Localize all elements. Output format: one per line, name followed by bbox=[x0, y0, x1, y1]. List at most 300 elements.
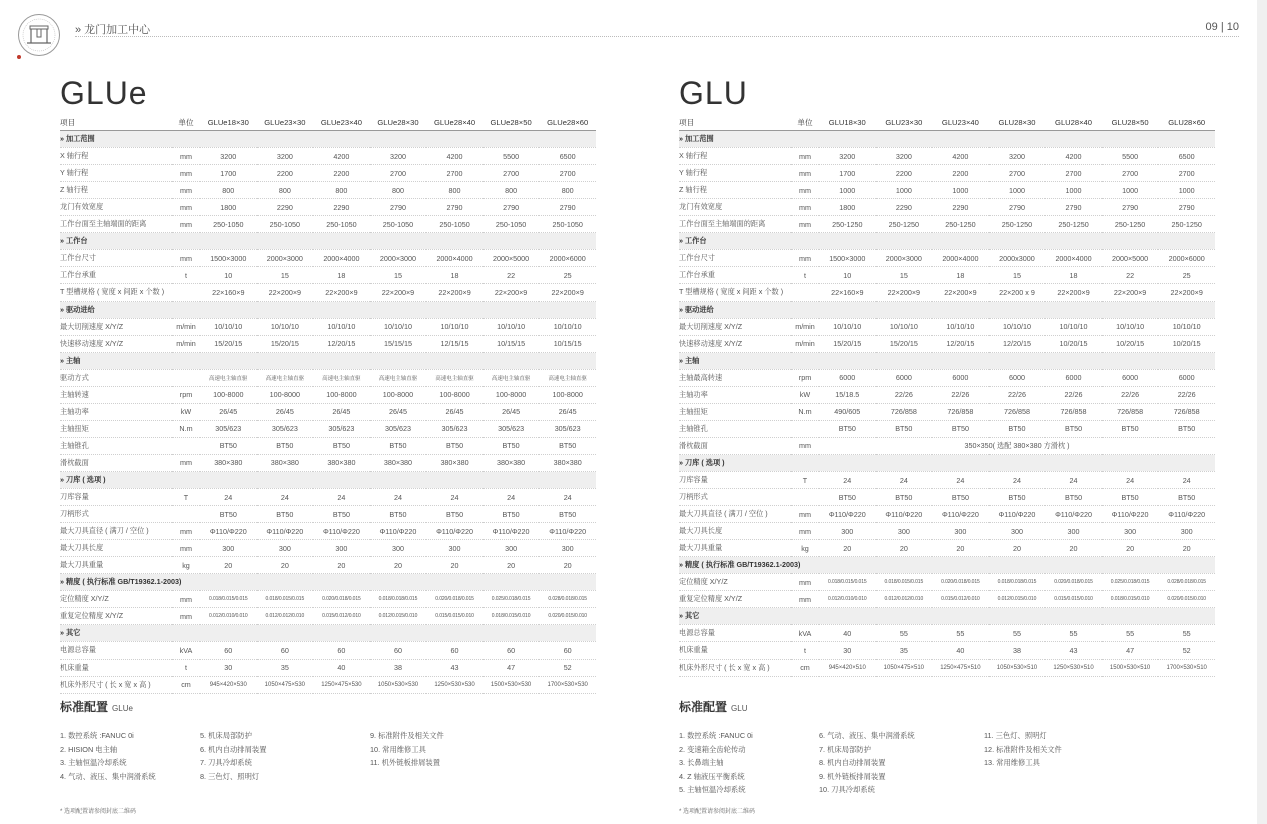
value-cell: Φ110/Φ220 bbox=[1102, 506, 1159, 523]
value-cell: 0.012/0.010/0.010 bbox=[819, 591, 876, 608]
value-cell: 60 bbox=[257, 642, 314, 659]
config-column bbox=[200, 729, 370, 783]
row-unit: m/min bbox=[791, 318, 819, 335]
config-column bbox=[370, 729, 530, 783]
value-cell: 100-8000 bbox=[426, 386, 483, 403]
value-cell: 4200 bbox=[313, 148, 370, 165]
value-cell: 15 bbox=[876, 267, 933, 284]
value-cell: BT50 bbox=[426, 506, 483, 523]
value-cell: 300 bbox=[932, 523, 989, 540]
config-item: 6. 机内自动排屑装置 bbox=[200, 744, 267, 754]
table-row bbox=[60, 437, 596, 454]
value-cell: 0.020/0.015/0.010 bbox=[1158, 591, 1215, 608]
value-cell: 40 bbox=[932, 642, 989, 659]
value-cell: 726/858 bbox=[1102, 403, 1159, 420]
row-label: 主轴锥孔 bbox=[679, 420, 791, 437]
value-cell: 0.020/0.018/0.015 bbox=[426, 591, 483, 608]
value-cell: 26/45 bbox=[200, 403, 257, 420]
row-unit: mm bbox=[791, 148, 819, 165]
value-cell: 15/20/15 bbox=[200, 335, 257, 352]
value-cell: 1700 bbox=[819, 165, 876, 182]
value-cell: 高速电主轴直驱 bbox=[539, 369, 596, 386]
value-cell: 2790 bbox=[1102, 199, 1159, 216]
section-row bbox=[60, 233, 596, 250]
table-row bbox=[679, 182, 1215, 199]
value-cell: 6000 bbox=[1102, 369, 1159, 386]
table-row bbox=[679, 284, 1215, 301]
section-heading: » 加工范围 bbox=[679, 131, 1215, 148]
row-unit: T bbox=[172, 489, 200, 506]
spec-table bbox=[60, 114, 596, 694]
column-header: 项目 bbox=[60, 114, 172, 131]
value-cell: 2790 bbox=[1045, 199, 1102, 216]
config-column bbox=[984, 729, 1144, 797]
value-cell: 20 bbox=[989, 540, 1046, 557]
value-cell: 10/10/10 bbox=[539, 318, 596, 335]
value-cell: 250-1250 bbox=[1158, 216, 1215, 233]
value-cell: 4200 bbox=[932, 148, 989, 165]
value-cell: 15 bbox=[370, 267, 427, 284]
value-cell: 0.018/0.015/0.015 bbox=[257, 591, 314, 608]
value-cell: 1250×475×510 bbox=[932, 659, 989, 676]
row-label: 机床重量 bbox=[679, 642, 791, 659]
column-header: 单位 bbox=[172, 114, 200, 131]
value-cell: 800 bbox=[257, 182, 314, 199]
section-row bbox=[679, 301, 1215, 318]
value-cell: 20 bbox=[1045, 540, 1102, 557]
value-cell: BT50 bbox=[932, 420, 989, 437]
value-cell: 20 bbox=[257, 557, 314, 574]
value-cell: 10 bbox=[200, 267, 257, 284]
value-cell: 35 bbox=[257, 659, 314, 676]
value-cell: 10/20/15 bbox=[1045, 335, 1102, 352]
table-row bbox=[60, 659, 596, 676]
section-heading: » 刀库 ( 选项 ) bbox=[60, 471, 596, 488]
value-cell: 0.020/0.018/0.015 bbox=[313, 591, 370, 608]
config-item: 1. 数控系统 :FANUC 0i bbox=[679, 731, 753, 740]
value-cell: 6000 bbox=[1045, 369, 1102, 386]
column-header: GLUe28×30 bbox=[370, 114, 427, 131]
row-label: 刀库容量 bbox=[679, 471, 791, 488]
value-cell: 22/26 bbox=[1045, 386, 1102, 403]
row-unit: mm bbox=[791, 250, 819, 267]
value-cell: 1050×530×510 bbox=[989, 659, 1046, 676]
config-item: 8. 三色灯、照明灯 bbox=[200, 771, 260, 781]
row-unit: mm bbox=[791, 437, 819, 454]
value-cell: 60 bbox=[370, 642, 427, 659]
value-cell: 0.020/0.015/0.010 bbox=[539, 608, 596, 625]
value-cell: 22×200×9 bbox=[876, 284, 933, 301]
table-row bbox=[60, 335, 596, 352]
section-heading: » 其它 bbox=[60, 625, 596, 642]
row-unit: N.m bbox=[791, 403, 819, 420]
row-label: 最大刀具长度 bbox=[60, 540, 172, 557]
value-cell: 60 bbox=[539, 642, 596, 659]
value-cell: 2000×5000 bbox=[1102, 250, 1159, 267]
value-cell: 1000 bbox=[989, 182, 1046, 199]
value-cell: 55 bbox=[1158, 625, 1215, 642]
value-cell: BT50 bbox=[819, 420, 876, 437]
table-row bbox=[679, 471, 1215, 488]
row-label: 重复定位精度 X/Y/Z bbox=[679, 591, 791, 608]
spec-panel-glu bbox=[679, 75, 1215, 677]
value-cell: 高速电主轴直驱 bbox=[313, 369, 370, 386]
value-cell: 1050×475×510 bbox=[876, 659, 933, 676]
table-row bbox=[60, 454, 596, 471]
row-label: 机床重量 bbox=[60, 659, 172, 676]
value-cell: 26/45 bbox=[257, 403, 314, 420]
value-cell: 0.018/0.015/0.010 bbox=[483, 608, 540, 625]
value-cell: BT50 bbox=[257, 437, 314, 454]
section-row bbox=[679, 608, 1215, 625]
footnote: * 选项配置请参阅封底二维码 bbox=[60, 809, 137, 815]
value-cell: 300 bbox=[200, 540, 257, 557]
row-unit: t bbox=[791, 642, 819, 659]
value-cell: 24 bbox=[370, 489, 427, 506]
value-cell: Φ110/Φ220 bbox=[876, 506, 933, 523]
value-cell: 100-8000 bbox=[539, 386, 596, 403]
value-cell: 55 bbox=[1102, 625, 1159, 642]
value-cell: 18 bbox=[426, 267, 483, 284]
table-row bbox=[679, 523, 1215, 540]
row-label: 龙门有效宽度 bbox=[679, 199, 791, 216]
value-cell: 2200 bbox=[876, 165, 933, 182]
row-unit: m/min bbox=[172, 318, 200, 335]
value-cell: 20 bbox=[313, 557, 370, 574]
config-item: 7. 刀具冷却系统 bbox=[200, 758, 252, 767]
value-cell: 1250×530×510 bbox=[1045, 659, 1102, 676]
row-label: 滑枕截面 bbox=[60, 454, 172, 471]
config-item: 4. 气动、液压、集中润滑系统 bbox=[60, 771, 156, 781]
value-cell: 10/10/10 bbox=[989, 318, 1046, 335]
value-cell: 38 bbox=[370, 659, 427, 676]
row-unit: kg bbox=[791, 540, 819, 557]
value-cell: 47 bbox=[483, 659, 540, 676]
value-cell: 6000 bbox=[1158, 369, 1215, 386]
value-cell: 60 bbox=[426, 642, 483, 659]
value-cell: 15 bbox=[257, 267, 314, 284]
row-unit: kW bbox=[172, 403, 200, 420]
value-cell: 24 bbox=[1102, 471, 1159, 488]
value-cell: 55 bbox=[876, 625, 933, 642]
value-cell: 5500 bbox=[483, 148, 540, 165]
column-header: GLUe28×50 bbox=[483, 114, 540, 131]
value-cell: 800 bbox=[426, 182, 483, 199]
value-cell: 2000×3000 bbox=[257, 250, 314, 267]
value-cell: 12/20/15 bbox=[989, 335, 1046, 352]
value-cell: 945×420×510 bbox=[819, 659, 876, 676]
value-cell: Φ110/Φ220 bbox=[426, 523, 483, 540]
value-cell: 26/45 bbox=[483, 403, 540, 420]
value-cell: 18 bbox=[1045, 267, 1102, 284]
row-unit: mm bbox=[791, 165, 819, 182]
row-label: 工作台承重 bbox=[679, 267, 791, 284]
standard-config-title: 标准配置 GLUe bbox=[60, 700, 133, 714]
value-cell: Φ110/Φ220 bbox=[989, 506, 1046, 523]
value-cell: 20 bbox=[200, 557, 257, 574]
value-cell: 1700×530×530 bbox=[539, 676, 596, 693]
config-item: 6. 气动、液压、集中润滑系统 bbox=[819, 731, 915, 740]
value-cell: 22×200 x 9 bbox=[989, 284, 1046, 301]
row-label: 电源总容量 bbox=[60, 642, 172, 659]
table-row bbox=[60, 250, 596, 267]
value-cell: BT50 bbox=[483, 506, 540, 523]
value-cell: 10/10/10 bbox=[1102, 318, 1159, 335]
value-cell: 55 bbox=[932, 625, 989, 642]
value-cell: 22×200×9 bbox=[1045, 284, 1102, 301]
value-cell: 300 bbox=[1102, 523, 1159, 540]
config-column bbox=[819, 729, 984, 797]
table-row bbox=[679, 165, 1215, 182]
row-label: 电源总容量 bbox=[679, 625, 791, 642]
value-cell: 26/45 bbox=[426, 403, 483, 420]
row-unit: mm bbox=[172, 250, 200, 267]
value-cell: 12/15/15 bbox=[426, 335, 483, 352]
row-label: 机床外形尺寸 ( 长 x 宽 x 高 ) bbox=[679, 659, 791, 676]
config-item: 2. HISION 电主轴 bbox=[60, 744, 118, 754]
config-item: 4. Z 轴液压平衡系统 bbox=[679, 771, 745, 781]
value-cell: 24 bbox=[1158, 471, 1215, 488]
value-cell: 2200 bbox=[932, 165, 989, 182]
row-label: 主轴扭矩 bbox=[60, 420, 172, 437]
value-cell: 26/45 bbox=[313, 403, 370, 420]
value-cell: BT50 bbox=[370, 506, 427, 523]
value-cell: Φ110/Φ220 bbox=[370, 523, 427, 540]
row-label: 主轴转速 bbox=[60, 386, 172, 403]
value-cell: 20 bbox=[819, 540, 876, 557]
row-label: Y 轴行程 bbox=[679, 165, 791, 182]
value-cell: 3200 bbox=[989, 148, 1046, 165]
value-cell: Φ110/Φ220 bbox=[313, 523, 370, 540]
section-heading: » 精度 ( 执行标准 GB/T19362.1-2003) bbox=[679, 557, 1215, 574]
value-cell: 250-1050 bbox=[257, 216, 314, 233]
config-column bbox=[679, 729, 819, 797]
standard-config-list bbox=[60, 729, 530, 783]
value-cell: 2290 bbox=[313, 199, 370, 216]
config-item: 9. 机外链板排屑装置 bbox=[819, 771, 886, 781]
row-unit: kVA bbox=[791, 625, 819, 642]
row-label: 主轴功率 bbox=[60, 403, 172, 420]
table-row bbox=[60, 369, 596, 386]
value-cell: 0.025/0.018/0.015 bbox=[483, 591, 540, 608]
gantry-machine-icon bbox=[19, 15, 59, 55]
section-heading: » 工作台 bbox=[60, 233, 596, 250]
value-cell: 300 bbox=[370, 540, 427, 557]
value-cell: 945×420×530 bbox=[200, 676, 257, 693]
value-cell: BT50 bbox=[989, 420, 1046, 437]
column-header: 单位 bbox=[791, 114, 819, 131]
row-unit: kVA bbox=[172, 642, 200, 659]
value-cell: Φ110/Φ220 bbox=[200, 523, 257, 540]
section-row bbox=[679, 131, 1215, 148]
section-row bbox=[60, 625, 596, 642]
row-unit: mm bbox=[791, 199, 819, 216]
value-cell: 10/10/10 bbox=[313, 318, 370, 335]
value-cell: 22×200×9 bbox=[539, 284, 596, 301]
accent-dot bbox=[17, 55, 21, 59]
value-cell: 250-1250 bbox=[989, 216, 1046, 233]
value-cell: 24 bbox=[876, 471, 933, 488]
value-cell: 1050×475×530 bbox=[257, 676, 314, 693]
value-cell: 0.018/0.015/0.015 bbox=[200, 591, 257, 608]
value-cell: 2290 bbox=[876, 199, 933, 216]
value-cell: 55 bbox=[1045, 625, 1102, 642]
value-cell: 6000 bbox=[932, 369, 989, 386]
row-label: 龙门有效宽度 bbox=[60, 199, 172, 216]
value-cell: 15/20/15 bbox=[876, 335, 933, 352]
value-cell: 24 bbox=[932, 471, 989, 488]
table-row bbox=[679, 199, 1215, 216]
row-label: 快速移动速度 X/Y/Z bbox=[60, 335, 172, 352]
value-cell: BT50 bbox=[1158, 420, 1215, 437]
value-cell: 726/858 bbox=[876, 403, 933, 420]
model-title: GLUe bbox=[60, 75, 148, 111]
value-cell: 6000 bbox=[876, 369, 933, 386]
value-cell: 20 bbox=[932, 540, 989, 557]
value-cell: 3200 bbox=[370, 148, 427, 165]
value-cell: 1800 bbox=[819, 199, 876, 216]
row-label: 最大刀具重量 bbox=[679, 540, 791, 557]
value-cell: BT50 bbox=[819, 489, 876, 506]
value-cell: 2000×5000 bbox=[483, 250, 540, 267]
value-cell: 10/15/15 bbox=[539, 335, 596, 352]
row-unit bbox=[791, 284, 819, 301]
value-cell: 24 bbox=[313, 489, 370, 506]
value-cell: 22×200×9 bbox=[257, 284, 314, 301]
value-cell: 20 bbox=[1102, 540, 1159, 557]
value-cell: 300 bbox=[989, 523, 1046, 540]
value-cell: 100-8000 bbox=[200, 386, 257, 403]
value-cell: 0.020/0.018/0.015 bbox=[1045, 574, 1102, 591]
value-cell: 35 bbox=[876, 642, 933, 659]
value-cell: 22/26 bbox=[1158, 386, 1215, 403]
column-header: GLU28×30 bbox=[989, 114, 1046, 131]
row-unit: mm bbox=[791, 591, 819, 608]
row-unit: mm bbox=[172, 165, 200, 182]
breadcrumb: » 龙门加工中心 bbox=[75, 24, 151, 36]
value-cell: 1500×530×530 bbox=[483, 676, 540, 693]
value-cell: 250-1250 bbox=[1102, 216, 1159, 233]
value-cell: 高速电主轴直驱 bbox=[370, 369, 427, 386]
value-cell: 22/26 bbox=[932, 386, 989, 403]
row-unit: t bbox=[791, 267, 819, 284]
value-cell: 2000×4000 bbox=[932, 250, 989, 267]
value-cell: 15 bbox=[989, 267, 1046, 284]
row-unit: mm bbox=[172, 199, 200, 216]
row-unit bbox=[172, 284, 200, 301]
table-row bbox=[60, 182, 596, 199]
value-cell: 1700 bbox=[200, 165, 257, 182]
value-cell: 24 bbox=[257, 489, 314, 506]
value-cell: 380×380 bbox=[313, 454, 370, 471]
value-cell: 20 bbox=[370, 557, 427, 574]
value-cell: 1500×3000 bbox=[200, 250, 257, 267]
value-cell: 1000 bbox=[932, 182, 989, 199]
table-row bbox=[679, 574, 1215, 591]
value-cell: 15/18.5 bbox=[819, 386, 876, 403]
value-cell: 26/45 bbox=[539, 403, 596, 420]
value-cell: 52 bbox=[1158, 642, 1215, 659]
section-heading: » 驱动进给 bbox=[679, 301, 1215, 318]
value-cell: 305/623 bbox=[313, 420, 370, 437]
value-cell: 38 bbox=[989, 642, 1046, 659]
value-cell: BT50 bbox=[426, 437, 483, 454]
value-cell: 0.018/0.015/0.010 bbox=[1102, 591, 1159, 608]
row-unit bbox=[791, 420, 819, 437]
config-item: 9. 标准附件及相关文件 bbox=[370, 731, 444, 740]
row-label: 最大切削速度 X/Y/Z bbox=[679, 318, 791, 335]
row-unit: N.m bbox=[172, 420, 200, 437]
value-cell: 6000 bbox=[989, 369, 1046, 386]
standard-config-glue bbox=[60, 698, 530, 783]
row-unit: mm bbox=[172, 454, 200, 471]
row-unit: mm bbox=[172, 540, 200, 557]
config-item: 11. 三色灯、照明灯 bbox=[984, 731, 1047, 740]
value-cell: 20 bbox=[483, 557, 540, 574]
value-cell: 3200 bbox=[819, 148, 876, 165]
value-cell: BT50 bbox=[989, 489, 1046, 506]
config-item: 5. 机床局部防护 bbox=[200, 731, 252, 740]
value-cell: 40 bbox=[819, 625, 876, 642]
row-unit: mm bbox=[172, 216, 200, 233]
value-cell: BT50 bbox=[370, 437, 427, 454]
value-cell: Φ110/Φ220 bbox=[483, 523, 540, 540]
value-cell: 380×380 bbox=[370, 454, 427, 471]
row-unit: rpm bbox=[791, 369, 819, 386]
table-header-row bbox=[679, 114, 1215, 131]
value-cell: BT50 bbox=[539, 437, 596, 454]
row-unit: mm bbox=[172, 523, 200, 540]
value-cell: 22×200×9 bbox=[1102, 284, 1159, 301]
value-cell: 15/20/15 bbox=[819, 335, 876, 352]
value-cell: 2000x3000 bbox=[989, 250, 1046, 267]
value-cell: 4200 bbox=[1045, 148, 1102, 165]
table-row bbox=[679, 506, 1215, 523]
value-cell: 22×200×9 bbox=[932, 284, 989, 301]
table-row bbox=[60, 386, 596, 403]
value-cell: 22 bbox=[1102, 267, 1159, 284]
value-cell: 22×200×9 bbox=[313, 284, 370, 301]
value-cell: 10/10/10 bbox=[932, 318, 989, 335]
value-cell: 2000×6000 bbox=[539, 250, 596, 267]
table-row bbox=[679, 642, 1215, 659]
value-cell: 0.012/0.012/0.010 bbox=[876, 591, 933, 608]
value-cell: 3200 bbox=[200, 148, 257, 165]
row-label: 工作台面至主轴端面的距离 bbox=[60, 216, 172, 233]
value-cell: 0.015/0.012/0.010 bbox=[313, 608, 370, 625]
row-unit bbox=[172, 369, 200, 386]
config-item: 10. 常用维修工具 bbox=[370, 744, 426, 754]
value-cell: 20 bbox=[426, 557, 483, 574]
value-cell: 高速电主轴直驱 bbox=[257, 369, 314, 386]
value-cell: 800 bbox=[313, 182, 370, 199]
value-cell: 250-1250 bbox=[932, 216, 989, 233]
value-cell: 250-1250 bbox=[876, 216, 933, 233]
value-cell: 100-8000 bbox=[313, 386, 370, 403]
row-label: 最大刀具直径 ( 满刀 / 空位 ) bbox=[679, 506, 791, 523]
row-label: 快速移动速度 X/Y/Z bbox=[679, 335, 791, 352]
value-cell: 15/15/15 bbox=[370, 335, 427, 352]
value-cell: 0.012/0.015/0.010 bbox=[370, 608, 427, 625]
value-cell: 0.015/0.015/0.010 bbox=[1045, 591, 1102, 608]
value-cell: 250-1050 bbox=[426, 216, 483, 233]
model-title: GLU bbox=[679, 75, 748, 111]
config-item: 7. 机床局部防护 bbox=[819, 744, 871, 754]
row-label: 刀库容量 bbox=[60, 489, 172, 506]
standard-config-title: 标准配置 GLU bbox=[679, 700, 748, 714]
value-cell: 12/20/15 bbox=[932, 335, 989, 352]
value-cell: Φ110/Φ220 bbox=[539, 523, 596, 540]
